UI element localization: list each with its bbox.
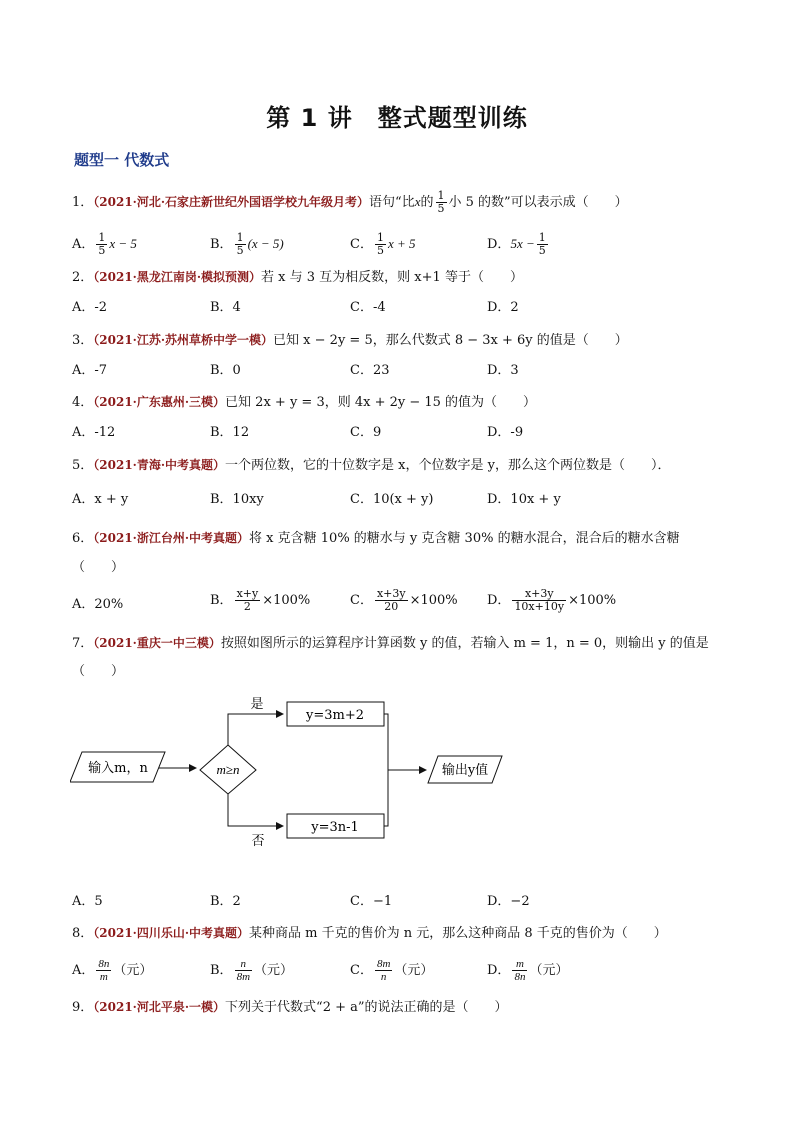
option-b: B．12: [210, 425, 250, 440]
question-7: 7．（2021·重庆一中三模）按照如图所示的运算程序计算函数 y 的值，若输入 m = 1，n = 0，则输出 y 的值是: [72, 636, 709, 651]
top-process-label: y=3m+2: [306, 708, 364, 723]
question-5: 5．（2021·青海·中考真题）一个两位数，它的十位数字是 x，个位数字是 y，那么这个两位数是（ ）．: [72, 458, 671, 473]
option-b: B．4: [210, 300, 241, 315]
input-label: 输入m，n: [88, 761, 148, 776]
output-label: 输出y值: [441, 763, 489, 778]
option-a: A． $\frac{8n}{m}$ （元）: [72, 958, 153, 983]
option-a: A．20%: [72, 597, 124, 612]
option-a: A．-2: [72, 300, 108, 315]
option-c: C． $\frac{8m}{n}$ （元）: [350, 958, 434, 983]
question-text: 的: [420, 195, 434, 210]
option-d: D．−2: [487, 894, 530, 909]
section-heading: 题型一 代数式: [74, 151, 170, 169]
option-c: C．−1: [350, 894, 393, 909]
option-b: B． $\frac{n}{8m}$ （元）: [210, 958, 294, 983]
variable-x: x: [414, 194, 421, 209]
question-9: 9．（2021·河北平泉·一模）下列关于代数式“2 + a”的说法正确的是（ ）: [72, 1000, 508, 1015]
yes-label: 是: [250, 697, 264, 712]
option-b: B． $\frac{x+y}{2}$ ×100%: [210, 587, 311, 613]
question-6: 6．（2021·浙江台州·中考真题）将 x 克含糖 10% 的糖水与 y 克含糖 30% 的糖水混合，混合后的糖水含糖: [72, 531, 680, 546]
no-label: 否: [251, 834, 265, 849]
option-d: D． $\frac{m}{8n}$ （元）: [487, 958, 569, 983]
option-c: C． $\frac{x+3y}{20}$ ×100%: [350, 587, 458, 613]
question-3: 3．（2021·江苏·苏州草桥中学一模）已知 x − 2y = 5，那么代数式 8 − 3x + 6y 的值是（ ）: [72, 333, 628, 348]
option-c: C． $\frac{1}{5}$ x + 5: [350, 231, 416, 257]
question-source: （2021·河北·石家庄新世纪外国语学校九年级月考）: [93, 195, 370, 209]
question-number: 1．: [72, 195, 94, 210]
fraction: $\frac{1}{5}$: [437, 189, 445, 215]
condition-label: m≥n: [216, 762, 240, 777]
option-b: B．10xy: [210, 492, 264, 507]
option-d: D．5x − $\frac{1}{5}$: [487, 231, 546, 257]
option-a: A．-7: [72, 363, 108, 378]
option-b: B．2: [210, 894, 241, 909]
question-text: 小 5 的数”可以表示成（ ）: [448, 195, 628, 210]
option-c: C．10(x + y): [350, 492, 434, 507]
option-d: D．10x + y: [487, 492, 561, 507]
question-6-cont: （ ）: [72, 560, 125, 575]
flowchart: [70, 690, 520, 860]
option-d: D．-9: [487, 425, 524, 440]
option-c: C．-4: [350, 300, 386, 315]
option-c: C．9: [350, 425, 382, 440]
option-a: A．-12: [72, 425, 116, 440]
option-c: C．23: [350, 363, 390, 378]
option-b: B．0: [210, 363, 241, 378]
option-b: B． $\frac{1}{5}$ (x − 5): [210, 231, 284, 257]
option-d: D． $\frac{x+3y}{10x+10y}$ ×100%: [487, 587, 617, 613]
option-d: D．3: [487, 363, 519, 378]
question-4: 4．（2021·广东惠州·三模）已知 2x + y = 3，则 4x + 2y − 15 的值为（ ）: [72, 395, 537, 410]
option-a: A．x + y: [72, 492, 129, 507]
question-2: 2．（2021·黑龙江南岗·模拟预测）若 x 与 3 互为相反数，则 x+1 等于（ ）: [72, 270, 523, 285]
option-d: D．2: [487, 300, 519, 315]
question-7-cont: （ ）: [72, 664, 125, 679]
option-a: A． $\frac{1}{5}$ x − 5: [72, 231, 137, 257]
question-1: [72, 190, 628, 215]
page-title: 第 1 讲 整式题型训练: [266, 104, 528, 132]
option-a: A．5: [72, 894, 103, 909]
question-text: 语句“比: [369, 195, 415, 210]
bottom-process-label: y=3n-1: [311, 820, 359, 835]
question-8: 8．（2021·四川乐山·中考真题）某种商品 m 千克的售价为 n 元，那么这种商品 8 千克的售价为（ ）: [72, 926, 667, 941]
